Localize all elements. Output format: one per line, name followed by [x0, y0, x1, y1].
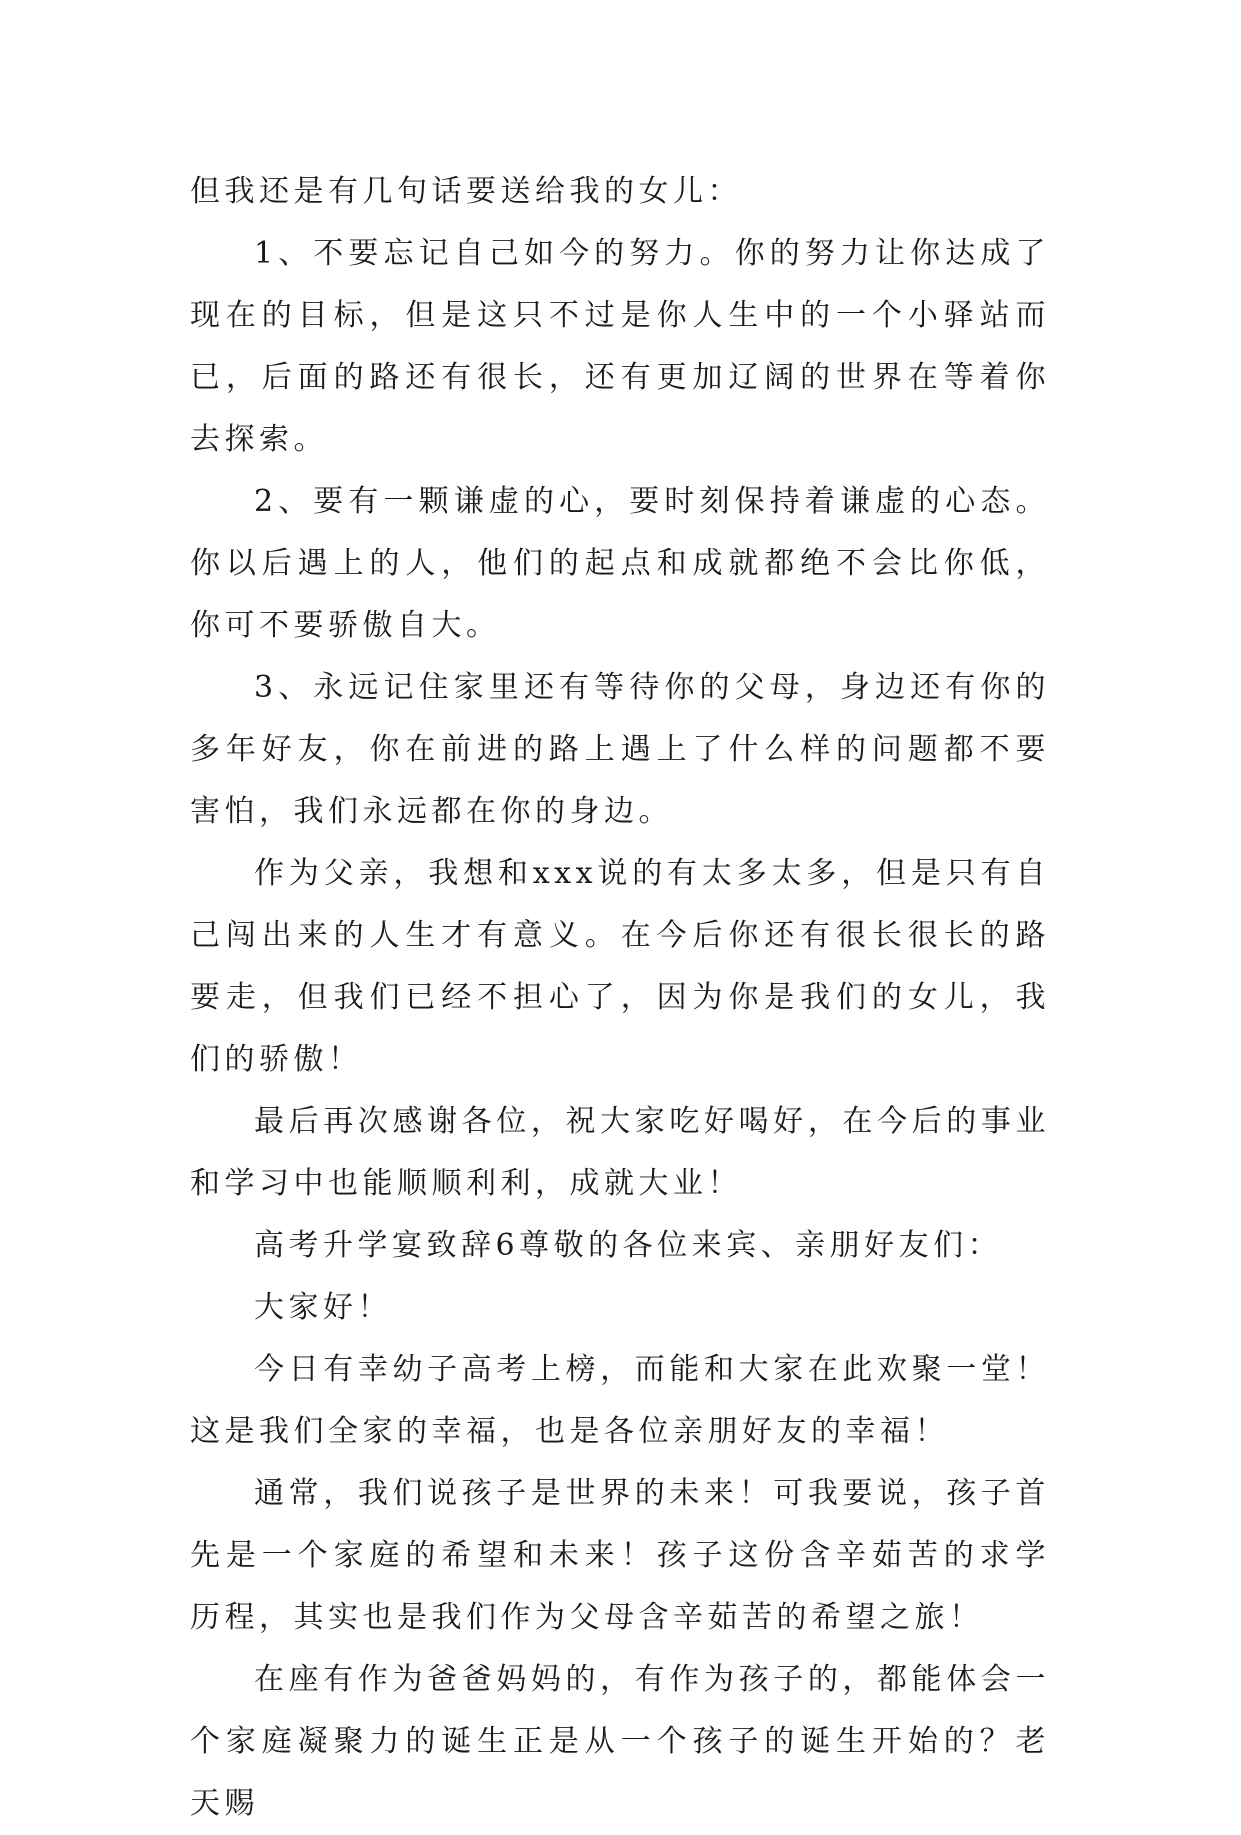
- paragraph-opening: 但我还是有几句话要送给我的女儿：: [190, 174, 742, 209]
- document-body: [190, 161, 1050, 1835]
- paragraph-family-bond: 在座有作为爸爸妈妈的，有作为孩子的，都能体会一个家庭凝聚力的诞生正是从一个孩子的诞生开始的？老天赐: [190, 1662, 1050, 1821]
- paragraph-closing-thanks: 最后再次感谢各位，祝大家吃好喝好，在今后的事业和学习中也能顺顺利利，成就大业！: [190, 1104, 1050, 1201]
- paragraph-gathering: 今日有幸幼子高考上榜，而能和大家在此欢聚一堂！这是我们全家的幸福，也是各位亲朋好友的幸福！: [190, 1352, 1050, 1449]
- paragraph-point-3: 3、永远记住家里还有等待你的父母，身边还有你的多年好友，你在前进的路上遇上了什么样的问题都不要害怕，我们永远都在你的身边。: [190, 670, 1050, 829]
- paragraph-greeting: 大家好！: [254, 1290, 392, 1325]
- paragraph-family-hope: 通常，我们说孩子是世界的未来！可我要说，孩子首先是一个家庭的希望和未来！孩子这份含辛茹苦的求学历程，其实也是我们作为父母含辛茹苦的希望之旅！: [190, 1476, 1050, 1635]
- paragraph-father-words: 作为父亲，我想和xxx说的有太多太多，但是只有自己闯出来的人生才有意义。在今后你还有很长很长的路要走，但我们已经不担心了，因为你是我们的女儿，我们的骄傲！: [190, 856, 1050, 1077]
- paragraph-point-2: 2、要有一颗谦虚的心，要时刻保持着谦虚的心态。你以后遇上的人，他们的起点和成就都绝不会比你低，你可不要骄傲自大。: [190, 484, 1050, 643]
- paragraph-point-1: 1、不要忘记自己如今的努力。你的努力让你达成了现在的目标，但是这只不过是你人生中的一个小驿站而已，后面的路还有很长，还有更加辽阔的世界在等着你去探索。: [190, 236, 1050, 457]
- paragraph-speech-6-heading: 高考升学宴致辞6尊敬的各位来宾、亲朋好友们：: [254, 1228, 1003, 1263]
